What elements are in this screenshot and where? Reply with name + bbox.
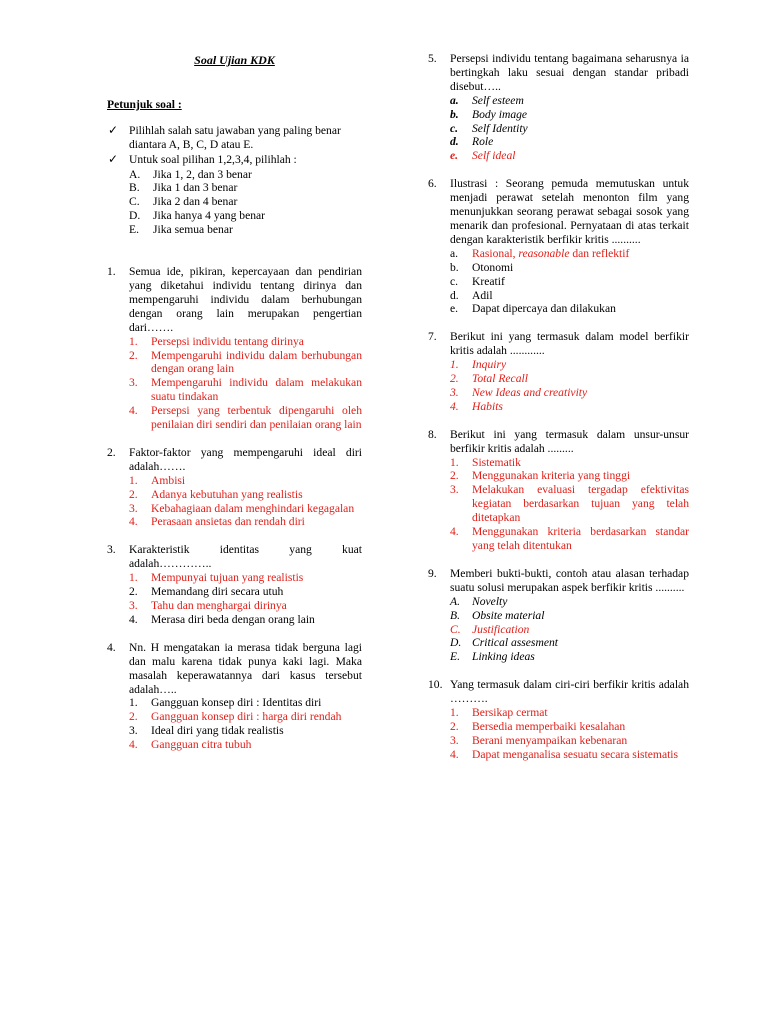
option-label: c. [450,121,459,135]
option-item [450,302,689,316]
option-item [129,335,362,349]
option-text: Kebahagiaan dalam menghindari kegagalan [151,501,355,515]
option-text-after: dan reflektif [569,246,630,260]
option-text: Ideal diri yang tidak realistis [151,724,284,738]
option-label: e. [450,149,459,163]
option-label: 1. [129,571,138,585]
option-text: Habits [472,399,503,413]
option-label: 2. [129,487,138,501]
option-text: Persepsi individu tentang dirinya [151,334,304,348]
instruction-bullet-1 [107,124,362,152]
option-text: Dapat dipercaya dan dilakukan [472,302,616,316]
question-1 [107,265,362,432]
option-text-italic: reasonable [518,246,570,260]
option-text: Self esteem [472,93,524,107]
option-text: Ambisi [151,473,186,487]
option-label: 3. [450,733,459,747]
question-number: 7. [428,330,437,344]
answer-rule [129,209,362,223]
option-label: D. [450,636,462,650]
option-label: b. [450,260,459,274]
option-item [450,386,689,400]
option-text: Menggunakan kriteria berdasarkan standar yang telah ditentukan [472,525,689,552]
question-text: Semua ide, pikiran, kepercayaan dan pendirian yang diketahui individu tentang dirinya dan mempengaruhi individu dalam berhubungan dengan orang lain merupakan pengertian dari……. [129,265,362,334]
option-text: Mempunyai tujuan yang realistis [151,571,304,585]
question-5 [428,52,689,163]
option-list [129,696,362,752]
option-item [129,613,362,627]
option-list [450,358,689,414]
option-label: E. [450,650,460,664]
question-text: Persepsi individu tentang bagaimana seharusnya ia bertingkah laku sesuai dengan standar pribadi disebut….. [450,52,689,93]
option-item [129,404,362,432]
rule-text: Jika 2 dan 4 benar [153,195,238,209]
option-text: Otonomi [472,260,514,274]
option-item [450,358,689,372]
option-label: 3. [129,501,138,515]
option-item [129,696,362,710]
option-text: Mempengaruhi individu dalam melakukan suatu tindakan [151,376,362,404]
question-3 [107,543,362,626]
question-number: 1. [107,265,116,279]
question-8 [428,428,689,553]
option-label: c. [450,274,459,288]
option-label: A. [450,594,460,608]
question-text: Ilustrasi : Seorang pemuda memutuskan untuk menjadi perawat setelah menonton film yang menunjukkan seorang perawat sebagai sosok yang menarik dan profesional. Pernyataan di atas terkait dengan karakteristik berfikir kritis .......... [450,177,689,246]
option-text: Melakukan evaluasi tergadap efektivitas kegiatan berdasarkan tujuan yang telah ditetapkan [472,483,689,525]
option-text: Novelty [472,594,508,608]
rule-text: Jika semua benar [153,223,233,237]
option-item [450,469,689,483]
option-label: a. [450,93,459,107]
check-icon: ✓ [108,122,119,137]
option-text: Memandang diri secara utuh [151,585,284,599]
question-number: 5. [428,52,437,65]
question-text: Karakteristik identitas yang kuat adalah………….. [129,543,362,571]
option-item [450,483,689,525]
question-text: Faktor-faktor yang mempengaruhi ideal diri adalah……. [129,445,362,473]
option-list [450,94,689,164]
option-label: 3. [129,376,138,390]
option-text: Critical assesment [472,636,558,650]
option-label: 3. [129,599,138,612]
option-item [450,525,689,553]
question-text: Yang termasuk dalam ciri-ciri berfikir kritis adalah ………. [450,678,689,706]
option-text: Gangguan konsep diri : Identitas diri [151,696,322,710]
question-number: 4. [107,640,116,654]
option-label: 4. [450,747,459,761]
question-text: Nn. H mengatakan ia merasa tidak berguna lagi dan malu karena tidak punya kaki lagi. Maka masalah keperawatannya dari kasus tersebut adalah….. [129,640,362,696]
option-list [129,335,362,432]
option-item [129,571,362,585]
option-label: 2. [450,372,459,386]
option-text: Body image [472,107,528,121]
option-text: Obsite material [472,608,545,622]
option-item [450,108,689,122]
option-label: d. [450,288,459,302]
option-item [450,748,689,762]
option-item [450,456,689,470]
check-icon: ✓ [108,151,119,166]
instruction-text-2: Untuk soal pilihan 1,2,3,4, pilihlah : [129,152,297,166]
option-list [450,456,689,553]
option-text: Justification [472,622,530,636]
option-list [129,474,362,530]
option-label: 2. [129,710,138,724]
option-text: Adanya kebutuhan yang realistis [151,487,303,501]
option-item [450,400,689,414]
answer-rule [129,195,362,209]
option-item [450,623,689,637]
option-list [450,247,689,317]
option-text: Gangguan konsep diri : harga diri rendah [151,710,342,724]
option-label: 1. [450,455,459,469]
question-2 [107,446,362,529]
option-text: Dapat menganalisa sesuatu secara sistematis [472,747,679,761]
option-item [450,706,689,720]
option-item [450,275,689,289]
option-text: Mempengaruhi individu dalam berhubungan dengan orang lain [151,348,362,376]
question-text: Berikut ini yang termasuk dalam model berfikir kritis adalah ............ [450,330,689,358]
option-item [129,488,362,502]
option-label: a. [450,246,459,260]
question-10 [428,678,689,761]
question-6 [428,177,689,316]
option-label: 3. [450,385,459,399]
option-text: Tahu dan menghargai dirinya [151,599,287,612]
rule-label: A. [129,167,141,181]
answer-rule [129,181,362,195]
question-number: 2. [107,445,116,459]
option-list [129,571,362,627]
option-label: 3. [129,724,138,738]
option-label: C. [450,622,461,636]
option-item [129,599,362,613]
option-label: 2. [450,719,459,733]
option-item [129,474,362,488]
question-text: Memberi bukti-bukti, contoh atau alasan terhadap suatu solusi merupakan aspek berfikir kritis .......... [450,566,689,594]
option-item [450,609,689,623]
option-item [129,349,362,377]
option-label: 4. [450,399,459,413]
option-label: 2. [129,348,138,362]
option-item [450,720,689,734]
instructions-heading: Petunjuk soal : [107,97,182,111]
option-label: 1. [129,696,138,710]
rule-label: E. [129,223,139,237]
rule-text: Jika 1, 2, dan 3 benar [153,167,252,181]
instruction-bullet-2 [107,153,362,167]
option-label: 1. [129,334,138,348]
option-text: Merasa diri beda dengan orang lain [151,612,315,626]
question-number: 8. [428,427,437,441]
option-label: 1. [450,358,459,372]
option-item [129,585,362,599]
option-item [450,734,689,748]
option-item [129,502,362,516]
option-item [129,738,362,752]
option-item [129,724,362,738]
rule-label: C. [129,195,140,209]
question-4 [107,641,362,752]
option-text: Menggunakan kriteria yang tinggi [472,469,631,483]
question-number: 3. [107,543,116,557]
option-list [450,706,689,762]
option-text: Role [472,135,494,149]
answer-rules-list [129,168,362,238]
option-item [129,710,362,724]
option-item [450,135,689,149]
rule-label: D. [129,209,141,223]
left-column [107,52,362,766]
rule-text: Jika 1 dan 3 benar [153,181,238,195]
option-label: 4. [129,612,138,626]
option-label: 1. [129,473,138,487]
option-text: Adil [472,288,493,302]
option-text: Perasaan ansietas dan rendah diri [151,515,305,529]
question-number: 6. [428,177,437,191]
option-item [450,122,689,136]
option-item [450,247,689,261]
option-item [450,94,689,108]
question-9 [428,567,689,664]
right-column [428,52,689,776]
option-text: Self Identity [472,121,528,135]
instruction-text-1: Pilihlah salah satu jawaban yang paling benar diantara A, B, C, D atau E. [129,123,341,151]
option-item [450,261,689,275]
option-text: Bersedia memperbaiki kesalahan [472,719,626,733]
option-item [129,376,362,404]
option-text: Rasional, [472,246,519,260]
option-item [450,595,689,609]
option-label: e. [450,302,459,316]
option-label: b. [450,107,459,121]
option-label: d. [450,135,459,149]
option-text: Bersikap cermat [472,706,548,720]
option-label: 4. [129,738,138,752]
option-label: B. [450,608,460,622]
option-text: New Ideas and creativity [472,385,588,399]
option-text: Total Recall [472,372,528,386]
question-number: 9. [428,566,437,580]
answer-rule [129,223,362,237]
answer-rule [129,168,362,182]
option-text: Inquiry [472,358,507,372]
question-7 [428,330,689,413]
option-text: Sistematik [472,455,521,469]
document-title: Soal Ujian KDK [194,53,275,67]
option-label: 2. [129,585,138,599]
option-item [450,149,689,163]
option-label: 1. [450,706,459,720]
option-item [450,636,689,650]
option-item [450,650,689,664]
option-text: Gangguan citra tubuh [151,738,252,752]
question-text: Berikut ini yang termasuk dalam unsur-unsur berfikir kritis adalah ......... [450,427,689,455]
option-label: 2. [450,469,459,483]
option-item [129,515,362,529]
option-text: Self ideal [472,149,516,163]
option-text: Linking ideas [472,650,535,664]
rule-text: Jika hanya 4 yang benar [153,209,266,223]
option-text: Berani menyampaikan kebenaran [472,733,628,747]
option-label: 4. [450,525,459,539]
option-item [450,372,689,386]
option-label: 3. [450,483,459,497]
option-list [450,595,689,665]
option-item [450,289,689,303]
option-label: 4. [129,515,138,529]
option-text: Kreatif [472,274,505,288]
rule-label: B. [129,181,140,195]
option-text: Persepsi yang terbentuk dipengaruhi oleh penilaian diri sendiri dan penilaian orang lain [151,404,362,432]
question-number: 10. [428,678,443,692]
option-label: 4. [129,404,138,418]
